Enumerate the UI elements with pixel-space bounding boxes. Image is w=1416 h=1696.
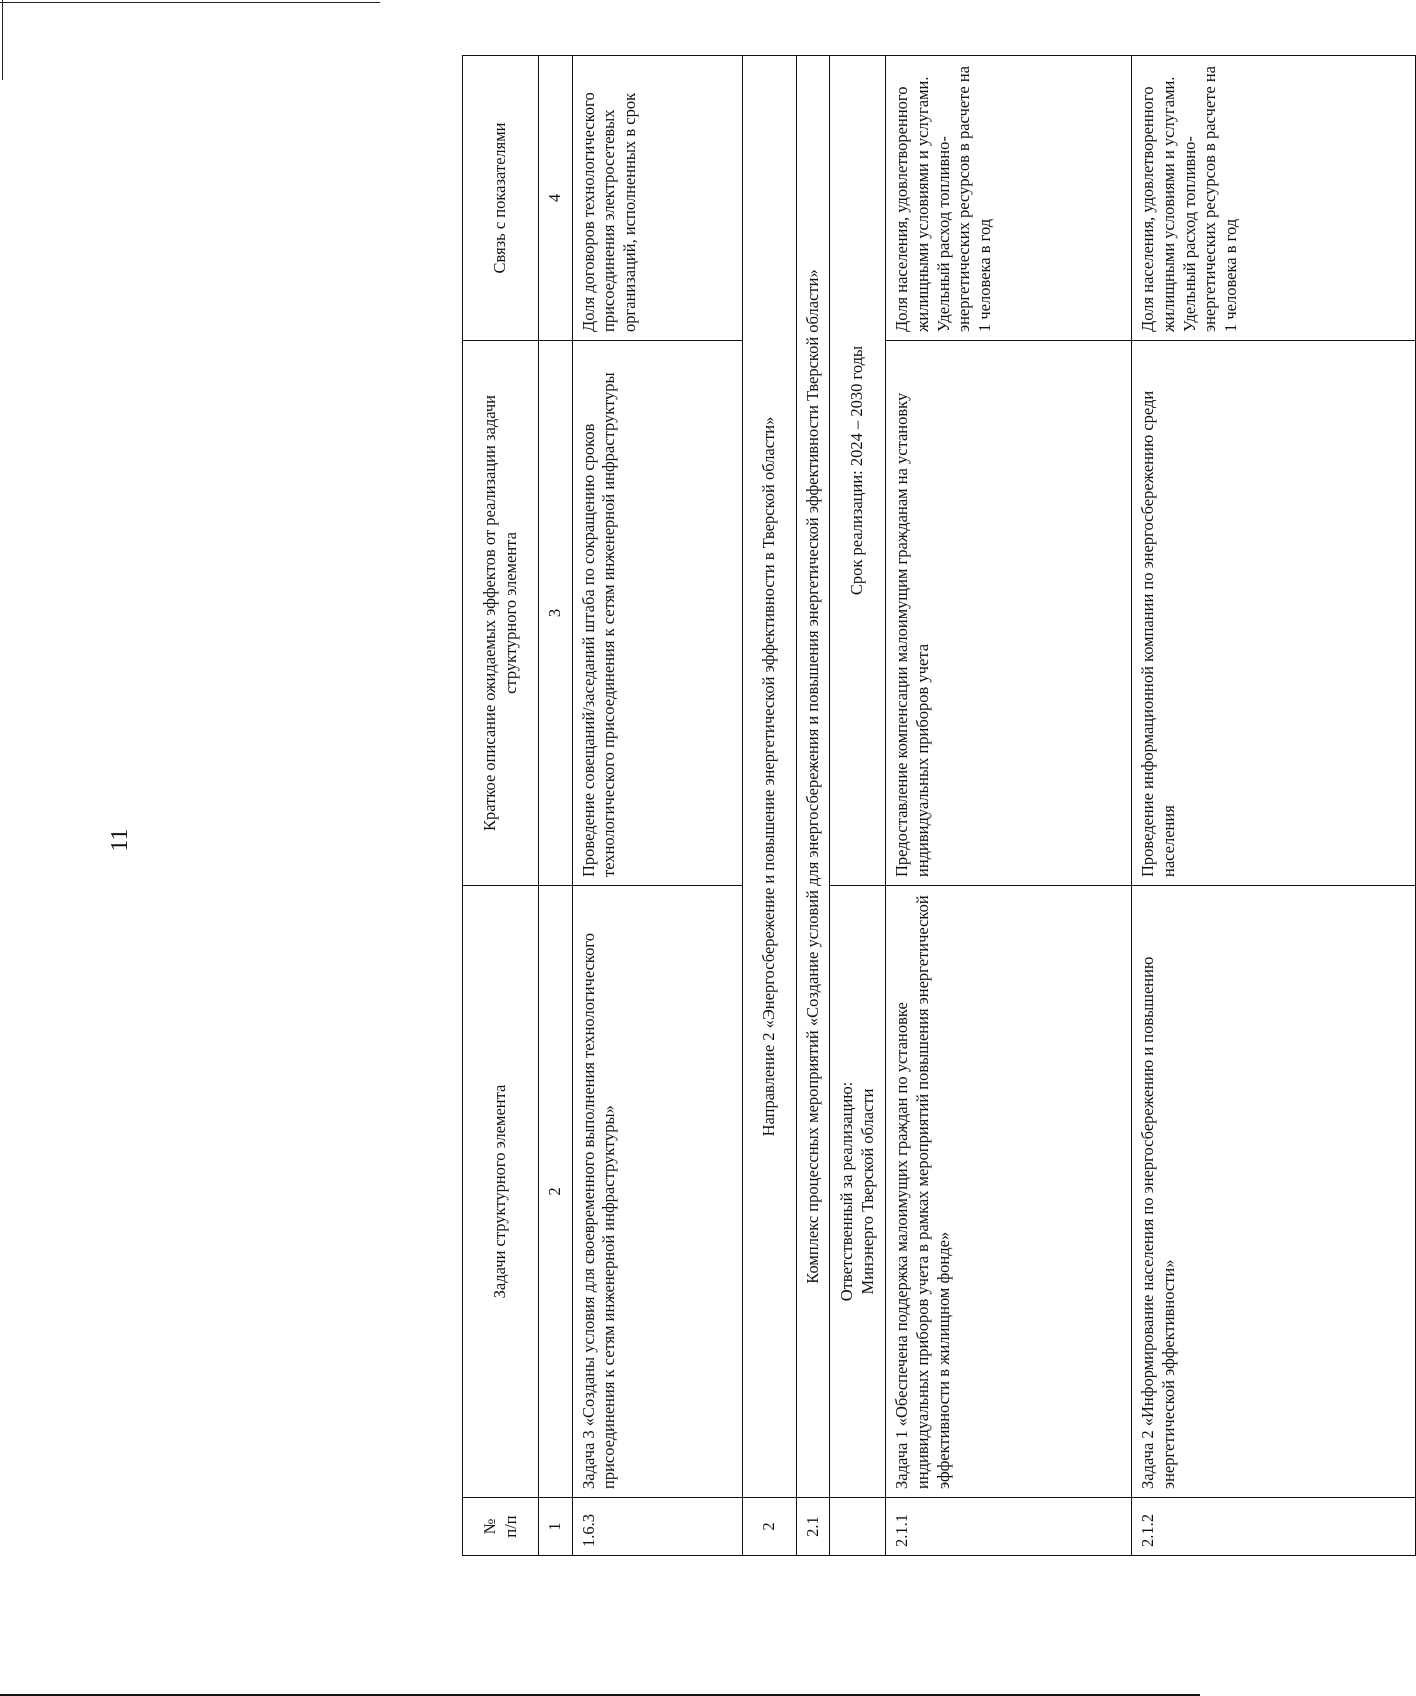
page-number: 11 bbox=[107, 828, 133, 852]
row-num: 2 bbox=[742, 1498, 796, 1556]
row-task: Задача 2 «Информирование населения по энергосбережению и повышению энергетической эффективности» bbox=[1132, 886, 1416, 1498]
col-number-3: 3 bbox=[539, 341, 573, 886]
complex-row bbox=[796, 56, 830, 1556]
scan-edge-top bbox=[0, 2, 380, 3]
row-link: Доля населения, удовлетворенного жилищными условиями и услугами. Удельный расход топливно-энергетических ресурсов в расчете на 1 человека в год bbox=[886, 56, 1132, 341]
row-effect: Проведение информационной компании по энергосбережению среди населения bbox=[1132, 341, 1416, 886]
scan-edge-left bbox=[2, 0, 3, 80]
header-effect: Краткое описание ожидаемых эффектов от реализации задачи структурного элемента bbox=[463, 341, 539, 886]
row-effect: Проведение совещаний/заседаний штаба по сокращению сроков технологического присоединения к сетям инженерной инфраструктуры bbox=[572, 341, 742, 886]
responsible-cell: Ответственный за реализацию: Минэнерго Тверской области bbox=[830, 886, 886, 1498]
header-num: № п/п bbox=[463, 1498, 539, 1556]
col-number-1: 1 bbox=[539, 1498, 573, 1556]
row-task: Задача 3 «Созданы условия для своевременного выполнения технологического присоединения к сетям инженерной инфраструктуры» bbox=[572, 886, 742, 1498]
row-num: 2.1.2 bbox=[1132, 1498, 1416, 1556]
table-row bbox=[1132, 56, 1416, 1556]
row-link: Доля договоров технологического присоединения электросетевых организаций, исполненных в срок bbox=[572, 56, 742, 341]
col-number-2: 2 bbox=[539, 886, 573, 1498]
direction-row bbox=[742, 56, 796, 1556]
header-task: Задачи структурного элемента bbox=[463, 886, 539, 1498]
table-row bbox=[572, 56, 742, 1556]
row-num: 1.6.3 bbox=[572, 1498, 742, 1556]
column-number-row bbox=[539, 56, 573, 1556]
complex-title: Комплекс процессных мероприятий «Создание условий для энергосбережения и повышения энергетической эффективности Тверской области» bbox=[796, 56, 830, 1498]
row-task: Задача 1 «Обеспечена поддержка малоимущих граждан по установке индивидуальных приборов учета в рамках мероприятий повышения энергетической эффективности в жилищном фонде» bbox=[886, 886, 1132, 1498]
row-link: Доля населения, удовлетворенного жилищными условиями и услугами. Удельный расход топливно-энергетических ресурсов в расчете на 1 человека в год bbox=[1132, 56, 1416, 341]
table-row bbox=[886, 56, 1132, 1556]
header-link: Связь с показателями bbox=[463, 56, 539, 341]
row-num: 2.1 bbox=[796, 1498, 830, 1556]
row-num: 2.1.1 bbox=[886, 1498, 1132, 1556]
term-cell: Срок реализации: 2024 – 2030 годы bbox=[830, 56, 886, 886]
structural-elements-table bbox=[462, 55, 1416, 1556]
row-effect: Предоставление компенсации малоимущим гражданам на установку индивидуальных приборов учета bbox=[886, 341, 1132, 886]
col-number-4: 4 bbox=[539, 56, 573, 341]
header-row bbox=[463, 56, 539, 1556]
empty-cell bbox=[830, 1498, 886, 1556]
rotated-table-container bbox=[462, 56, 1408, 1556]
responsibility-row bbox=[830, 56, 886, 1556]
direction-title: Направление 2 «Энергосбережение и повышение энергетической эффективности в Тверской области» bbox=[742, 56, 796, 1498]
